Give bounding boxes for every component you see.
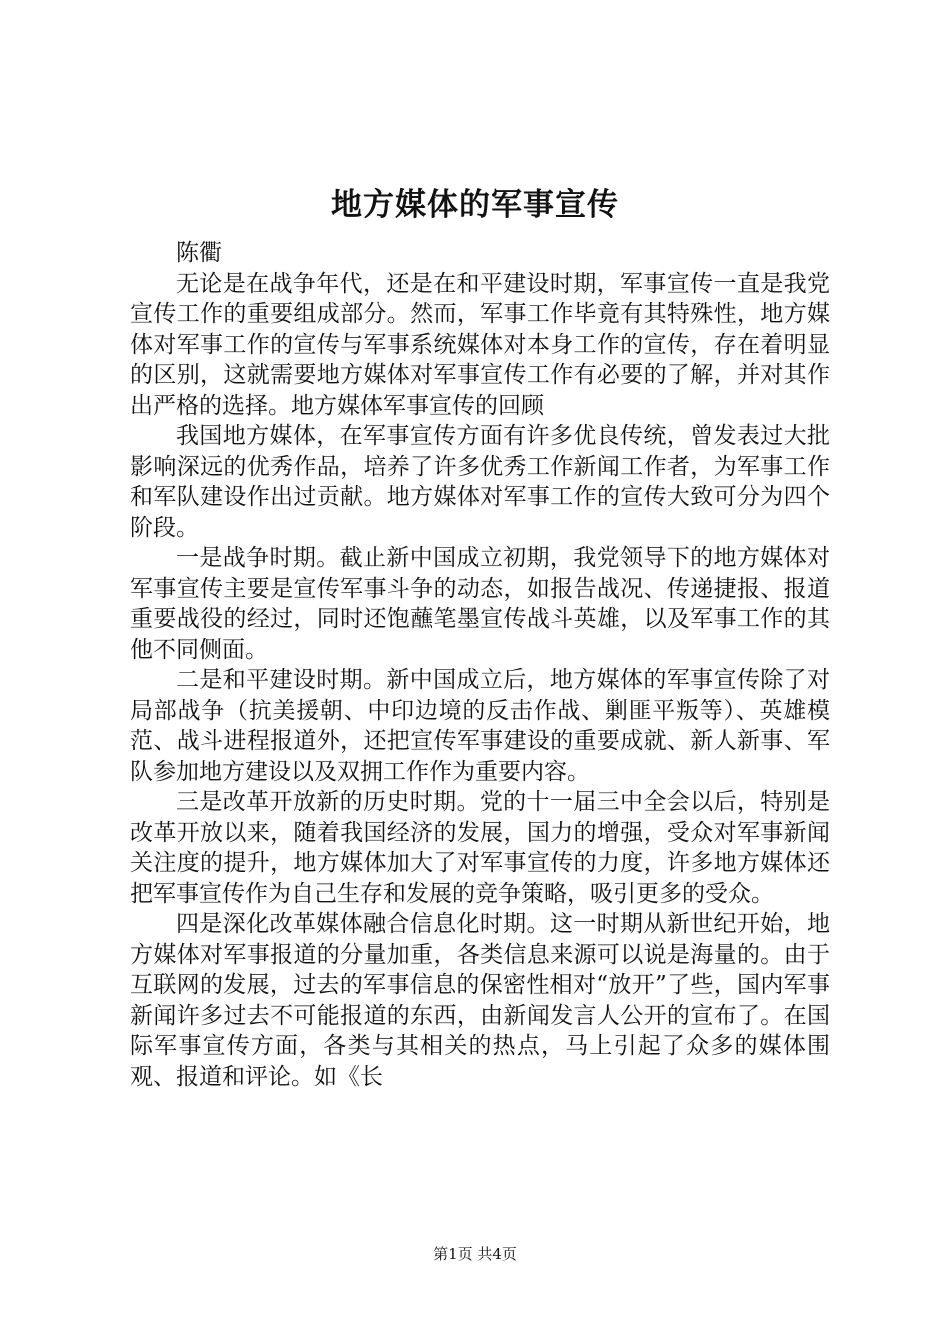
author-name: 陈衢 (176, 240, 222, 266)
paragraph-information-period: 四是深化改革媒体融合信息化时期。这一时期从新世纪开始，地方媒体对军事报道的分量加重，各类信息来源可以说是海量的。由于互联网的发展，过去的军事信息的保密性相对“放开”了些，国内军事新闻许多过去不可能报道的东西，由新闻发言人公开的宣布了。在国际军事宣传方面，各类与其相关的热点，马上引起了众多的媒体围观、报道和评论。如《长 (130, 911, 830, 1090)
page-footer: 第1页 共4页 (433, 1245, 517, 1263)
paragraph-war-period: 一是战争时期。截止新中国成立初期，我党领导下的地方媒体对军事宣传主要是宣传军事斗争的动态，如报告战况、传递捷报、报道重要战役的经过，同时还饱蘸笔墨宣传战斗英雄，以及军事工作的其他不同侧面。 (130, 545, 830, 663)
document-body (130, 238, 830, 1092)
paragraph-tradition: 我国地方媒体，在军事宣传方面有许多优良传统，曾发表过大批影响深远的优秀作品，培养了许多优秀工作新闻工作者，为军事工作和军队建设作出过贡献。地方媒体对军事工作的宣传大致可分为四个阶段。 (130, 423, 830, 541)
paragraph-intro: 无论是在战争年代，还是在和平建设时期，军事宣传一直是我党宣传工作的重要组成部分。然而，军事工作毕竟有其特殊性，地方媒体对军事工作的宣传与军事系统媒体对本身工作的宣传，存在着明显的区别，这就需要地方媒体对军事宣传工作有必要的了解，并对其作出严格的选择。地方媒体军事宣传的回顾 (130, 270, 830, 419)
paragraph-reform-period: 三是改革开放新的历史时期。党的十一届三中全会以后，特别是改革开放以来，随着我国经济的发展，国力的增强，受众对军事新闻关注度的提升，地方媒体加大了对军事宣传的力度，许多地方媒体还把军事宣传作为自己生存和发展的竞争策略，吸引更多的受众。 (130, 789, 830, 907)
paragraph-peace-period: 二是和平建设时期。新中国成立后，地方媒体的军事宣传除了对局部战争（抗美援朝、中印边境的反击作战、剿匪平叛等）、英雄模范、战斗进程报道外，还把宣传军事建设的重要成就、新人新事、军队参加地方建设以及双拥工作作为重要内容。 (130, 667, 830, 785)
document-title: 地方媒体的军事宣传 (331, 187, 619, 223)
